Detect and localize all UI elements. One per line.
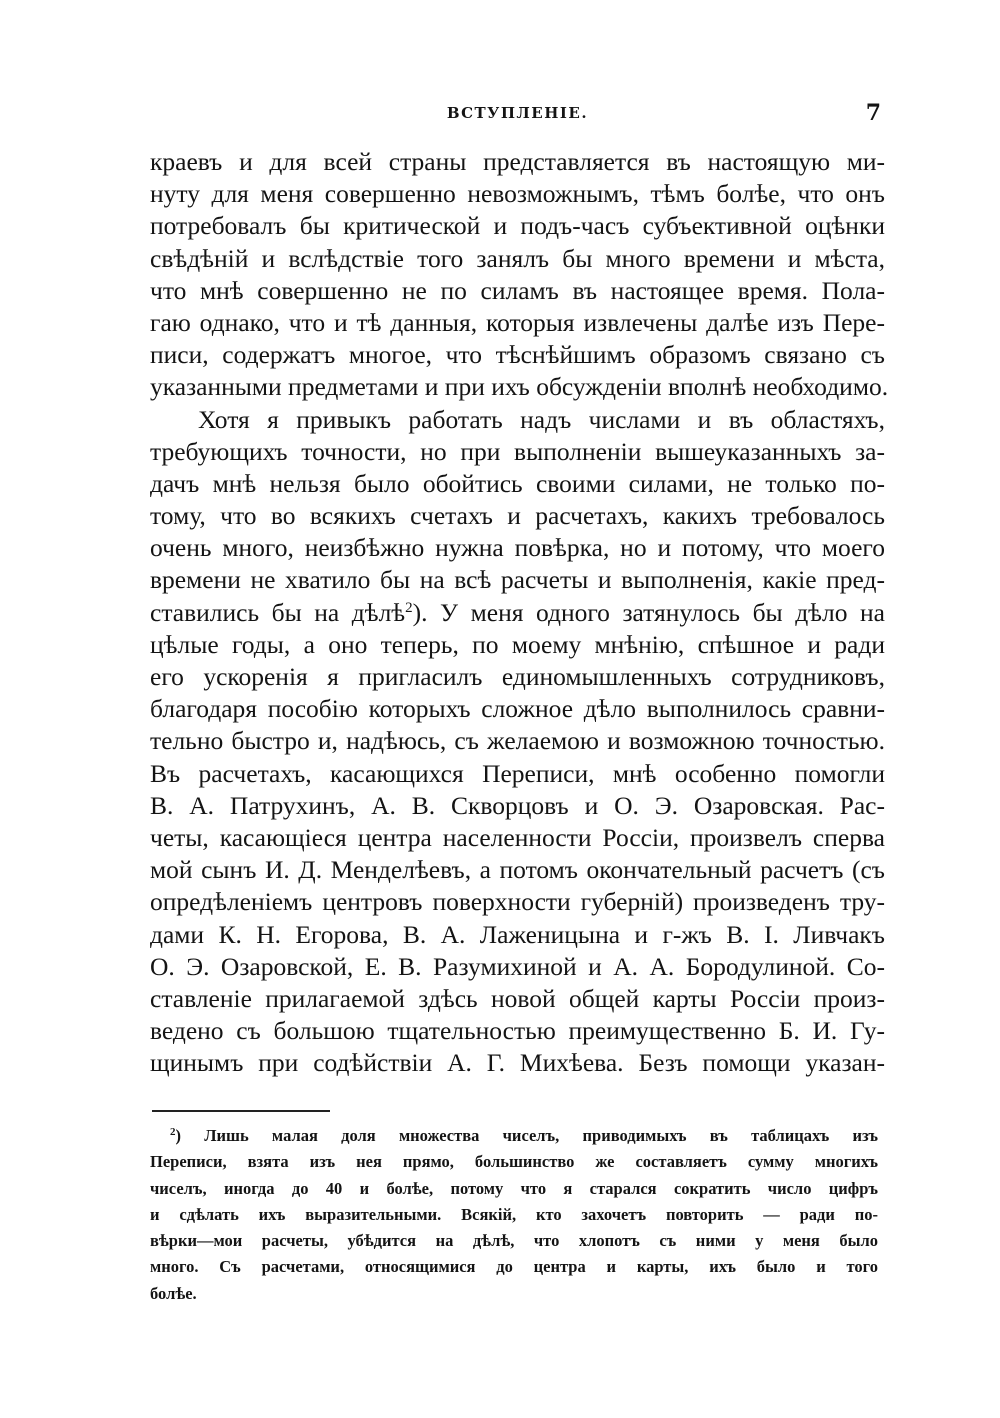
text-line-with-footnote-ref — [150, 597, 885, 629]
text-line: мой сынъ И. Д. Менделѣевъ, а потомъ окончательный расчетъ (съ — [150, 855, 885, 885]
footnote-line: болѣе. — [150, 1283, 197, 1303]
footnote-line: вѣрки—мои расчеты, убѣдится на дѣлѣ, что хлопотъ съ ними у меня было — [150, 1231, 878, 1251]
running-header — [150, 100, 885, 130]
text-line: ставленіе прилагаемой здѣсь новой общей карты Россіи произ- — [150, 983, 885, 1013]
text-line: щинымъ при содѣйствіи А. Г. Михѣева. Безъ помощи указан- — [150, 1048, 885, 1078]
text-line: времени не хватило бы на всѣ расчеты и выполненія, какіе пред- — [150, 565, 885, 595]
text-line: четы, касающіеся центра населенности Россіи, произвелъ сперва — [150, 822, 885, 852]
text-line: благодаря пособію которыхъ сложное дѣло выполнилось сравни- — [150, 694, 885, 724]
footnote-divider — [152, 1110, 330, 1112]
text-line: дами К. Н. Егорова, В. А. Лаженицына и г-жъ В. І. Ливчакъ — [150, 919, 885, 949]
text-line: опредѣленіемъ центровъ поверхности губерній) произведенъ тру- — [150, 887, 885, 917]
footnote-line: Переписи, взята изъ нея прямо, большинство же составляетъ сумму многихъ — [150, 1152, 878, 1172]
footnote-reference[interactable]: 2 — [405, 599, 413, 616]
text-line: что мнѣ совершенно не по силамъ въ настоящее время. Пола- — [150, 275, 885, 305]
text-line: ведено съ большою тщательностью преимущественно Б. И. Гу- — [150, 1016, 885, 1046]
footnote-line — [150, 1123, 878, 1149]
text-line: цѣлые годы, а оно теперь, по моему мнѣнію, спѣшное и ради — [150, 629, 885, 659]
footnote-line: много. Съ расчетами, относящимися до центра и карты, ихъ было и того — [150, 1257, 878, 1277]
text-line: В. А. Патрухинъ, А. В. Скворцовъ и О. Э. Озаровская. Рас- — [150, 790, 885, 820]
text-line: дачъ мнѣ нельзя было обойтись своими силами, не только по- — [150, 468, 885, 498]
text-line: тому, что во всякихъ счетахъ и расчетахъ, какихъ требовалось — [150, 501, 885, 531]
text-line: свѣдѣній и вслѣдствіе того занялъ бы много времени и мѣста, — [150, 243, 885, 273]
text-line: О. Э. Озаровской, Е. В. Разумихиной и А. А. Бородулиной. Со- — [150, 951, 885, 981]
text-line: Въ расчетахъ, касающихся Переписи, мнѣ особенно помогли — [150, 758, 885, 788]
paragraph-first-line: Хотя я привыкъ работать надъ числами и въ областяхъ, — [198, 404, 885, 434]
text-line: гаю однако, что и тѣ данныя, которыя извлечены далѣе изъ Пере- — [150, 307, 885, 337]
text-segment: ). У меня одного затянулось бы дѣло на — [412, 597, 885, 627]
text-line: тельно быстро и, надѣюсь, съ желаемою и возможною точностью. — [150, 726, 885, 756]
running-title: ВСТУПЛЕНІЕ. — [446, 104, 589, 122]
text-line: писи, содержатъ многое, что тѣснѣйшимъ образомъ связано съ — [150, 340, 885, 370]
text-segment: ставились бы на дѣлѣ — [150, 597, 406, 627]
text-line: его ускоренія я пригласилъ единомышленныхъ сотрудниковъ, — [150, 662, 885, 691]
footnote-line: чиселъ, иногда до 40 и болѣе, потому что я старался сократить число цифръ — [150, 1178, 878, 1198]
page-number: 7 — [865, 100, 881, 126]
main-text — [150, 146, 889, 1079]
text-line: нуту для меня совершенно невозможнымъ, тѣмъ болѣе, что онъ — [150, 179, 885, 209]
footnote-marker: 2 — [170, 1126, 176, 1138]
text-line: указанными предметами и при ихъ обсужденіи вполнѣ необходимо. — [150, 372, 889, 402]
footnote — [150, 1123, 878, 1307]
text-line: потребовалъ бы критической и подъ-часъ субъективной оцѣнки — [150, 211, 885, 241]
text-line: требующихъ точности, но при выполненіи вышеуказанныхъ за- — [150, 436, 885, 466]
footnote-text: ) Лишь малая доля множества чиселъ, приводимыхъ въ таблицахъ изъ — [175, 1126, 878, 1145]
footnote-line: и сдѣлать ихъ выразительными. Всякій, кто захочетъ повторить — ради по- — [150, 1204, 878, 1224]
text-line: краевъ и для всей страны представляется въ настоящую ми- — [150, 147, 885, 176]
text-line: очень много, неизбѣжно нужна повѣрка, но и потому, что моего — [150, 533, 885, 563]
